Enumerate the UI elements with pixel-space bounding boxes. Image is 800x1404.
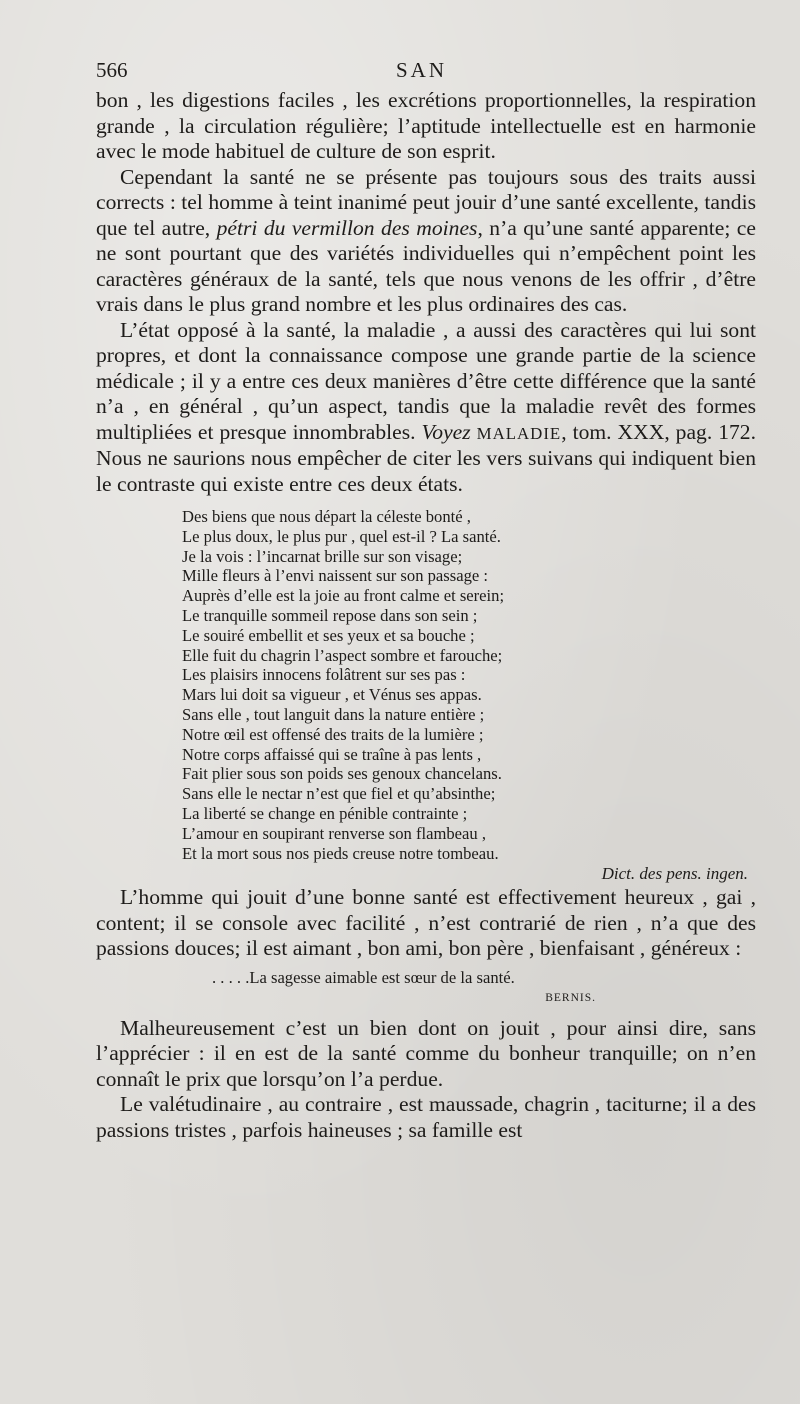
paragraph-3	[96, 318, 756, 498]
paragraph-2-text-a: Cependant la santé ne se présente pas toujours sous des traits aussi corrects : tel homme à teint inanimé peut jouir d’une santé excellente, tandis que tel autre,	[96, 164, 756, 240]
page-number: 566	[96, 58, 128, 82]
paragraph-2-text-b: , n’a qu’une santé apparente; ce ne sont pourtant que des variétés individuelles qui n’empêchent point les caractères généraux de la santé, tels que nous venons de les offrir , d’être vrais dans le plus grand nombre et les plus ordinaires des cas.	[96, 215, 756, 316]
poem	[182, 507, 756, 863]
page-content	[96, 58, 756, 1143]
paragraph-6: Le valétudinaire , au contraire , est maussade, chagrin , taciturne; il a des passions tristes , parfois haineuses ; sa famille est	[96, 1092, 756, 1142]
poem-line: L’amour en soupirant renverse son flambeau ,	[182, 823, 486, 843]
paragraph-2-italic: pétri du vermillon des moines	[216, 215, 478, 240]
poem-line: Le souiré embellit et ses yeux et sa bouche ;	[182, 625, 475, 645]
poem-line: Des biens que nous départ la céleste bonté ,	[182, 507, 471, 526]
poem-attribution: Dict. des pens. ingen.	[601, 864, 748, 884]
quote-attribution: BERNIS.	[545, 991, 596, 1004]
poem-line: Mars lui doit sa vigueur , et Vénus ses appas.	[182, 685, 482, 705]
poem-line: Fait plier sous son poids ses genoux chancelans.	[182, 764, 502, 784]
poem-line: Sans elle , tout languit dans la nature entière ;	[182, 704, 485, 724]
poem-line: Notre corps affaissé qui se traîne à pas lents ,	[182, 744, 482, 764]
poem-line: Le tranquille sommeil repose dans son sein ;	[182, 605, 478, 625]
paragraph-5: Malheureusement c’est un bien dont on jouit , pour ainsi dire, sans l’apprécier : il en est de la santé comme du bonheur tranquille; on n’en connaît le prix que lorsqu’on l’a perdue.	[96, 1015, 756, 1091]
page-header	[96, 58, 756, 88]
poem-line: Elle fuit du chagrin l’aspect sombre et farouche;	[182, 645, 503, 665]
poem-line: La liberté se change en pénible contrainte ;	[182, 803, 468, 823]
paragraph-3-text-b: , tom. XXX, pag. 172. Nous ne saurions nous empêcher de citer les vers suivans qui indiquent bien le contraste qui existe entre ces deux états.	[96, 419, 756, 496]
poem-line: Notre œil est offensé des traits de la lumière ;	[182, 724, 484, 744]
maladie-reference: MALADIE	[476, 423, 562, 443]
paragraph-1: bon , les digestions faciles , les excrétions proportionnelles, la respiration grande , la circulation régulière; l’aptitude intellectuelle est en harmonie avec le mode habituel de culture de son esprit.	[96, 88, 756, 163]
quote-line: . . . . .La sagesse aimable est sœur de la santé.	[212, 967, 515, 987]
poem-line: Les plaisirs innocens folâtrent sur ses pas :	[182, 665, 466, 685]
paragraph-3-text-a: L’état opposé à la santé, la maladie , a aussi des caractères qui lui sont propres, et dont la connaissance compose une grande partie de la science médicale ; il y a entre ces deux manières d’être cette différence que la santé n’a , en général , qu’un aspect, tandis que la maladie revêt des formes multipliées et presque innombrables.	[96, 317, 756, 444]
poem-line: Sans elle le nectar n’est que fiel et qu’absinthe;	[182, 784, 496, 804]
paragraph-4: L’homme qui jouit d’une bonne santé est effectivement heureux , gai , content; il se console avec facilité , n’est contrarié de rien , n’a que des passions douces; il est aimant , bon ami, bon père , bienfaisant , généreux :	[96, 885, 756, 961]
poem-line: Le plus doux, le plus pur , quel est-il ? La santé.	[182, 526, 501, 546]
paragraph-2	[96, 165, 756, 318]
poem-line: Je la vois : l’incarnat brille sur son visage;	[182, 546, 463, 566]
poem-line: Mille fleurs à l’envi naissent sur son passage :	[182, 566, 488, 586]
voyez-reference: Voyez	[421, 419, 471, 444]
poem-line: Auprès d’elle est la joie au front calme et serein;	[182, 586, 505, 606]
running-head: SAN	[396, 58, 448, 82]
poem-line: Et la mort sous nos pieds creuse notre tombeau.	[182, 843, 499, 863]
